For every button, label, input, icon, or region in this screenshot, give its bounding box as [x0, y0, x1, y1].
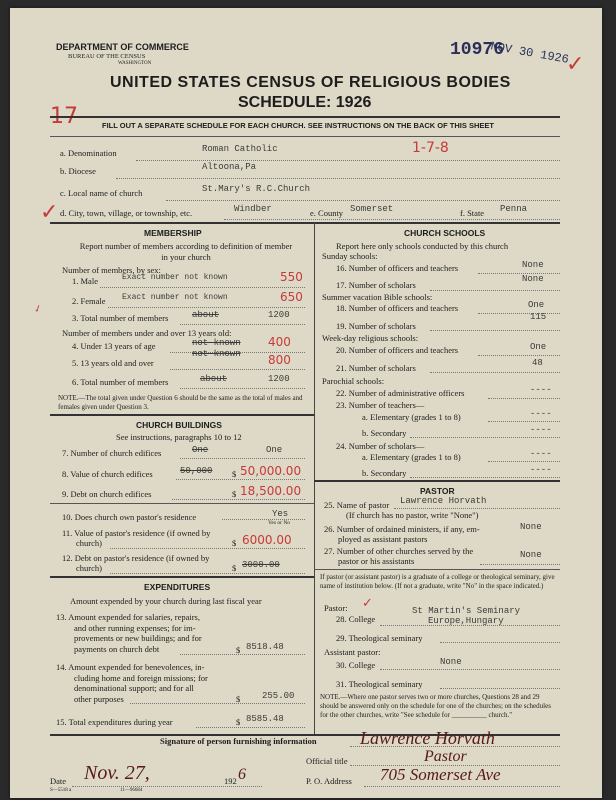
membership-title: MEMBERSHIP — [144, 228, 202, 238]
diocese-value: Altoona,Pa — [202, 162, 257, 172]
q10-value: Yes — [272, 509, 289, 519]
year-value: 6 — [238, 766, 246, 783]
schools-title: CHURCH SCHOOLS — [404, 228, 486, 238]
q8-label: 8. Value of church edifices — [62, 469, 153, 479]
total6-qualifier: about — [200, 374, 228, 384]
over13-label: 5. 13 years old and over — [72, 358, 154, 368]
q24a-label: a. Elementary (grades 1 to 8) — [362, 452, 461, 462]
bureau-label: BUREAU OF THE CENSUS — [68, 53, 146, 60]
q28-label: 28. College — [336, 614, 376, 624]
signature-label: Signature of person furnishing information — [160, 736, 317, 746]
q21-value: 48 — [532, 358, 543, 368]
address-value: 705 Somerset Ave — [380, 765, 501, 784]
q12-label: 12. Debt on pastor's residence (if owned by — [62, 553, 210, 563]
q13-value: 8518.48 — [246, 642, 284, 652]
ages-label: Number of members under and over 13 years old: — [62, 328, 232, 338]
q11-value: 6000.00 — [242, 533, 292, 547]
expenditures-subtitle: Amount expended by your church during last fiscal year — [70, 596, 262, 606]
date-value: Nov. 27, — [84, 762, 150, 784]
weekday-schools-label: Week-day religious schools: — [322, 333, 419, 343]
under13-label: 4. Under 13 years of age — [72, 341, 156, 351]
male-label: 1. Male — [72, 276, 98, 286]
margin-check-icon: ✓ — [40, 200, 59, 225]
total6-value: 1200 — [268, 374, 290, 384]
q23a-value: ---- — [530, 409, 552, 419]
margin-note-icon: ✓ — [32, 302, 45, 317]
city-town-value: Windber — [234, 204, 272, 214]
denomination-value: Roman Catholic — [202, 144, 278, 154]
membership-intro: Report number of members according to definition of member in your church — [79, 241, 293, 262]
q28-mark: ✓ — [362, 596, 373, 611]
schools-intro: Report here only schools conducted by this church — [336, 241, 509, 251]
denomination-code: 1-7-8 — [412, 140, 449, 156]
form-instruction: FILL OUT A SEPARATE SCHEDULE FOR EACH CHURCH. SEE INSTRUCTIONS ON THE BACK OF THIS SHEET — [102, 121, 494, 130]
q25-value: Lawrence Horvath — [400, 496, 487, 506]
q16-value: None — [522, 260, 544, 270]
assistant-pastor-label: Assistant pastor: — [324, 647, 381, 657]
q18-label: 18. Number of officers and teachers — [336, 303, 459, 313]
q11-label2: church) — [76, 538, 102, 548]
form-subtitle: SCHEDULE: 1926 — [238, 94, 372, 111]
q7-struck: One — [192, 445, 209, 455]
q17-value: None — [522, 274, 544, 284]
q15-value: 8585.48 — [246, 714, 284, 724]
male-count-handwritten: 550 — [280, 270, 303, 284]
q30-label: 30. College — [336, 660, 376, 670]
q31-label: 31. Theological seminary — [336, 679, 423, 689]
county-label: e. County — [310, 208, 344, 218]
q28-value2: Europe,Hungary — [428, 616, 504, 626]
q12-value: 3000.00 — [242, 560, 280, 570]
q9-value: 18,500.00 — [240, 484, 302, 498]
q17-label: 17. Number of scholars — [336, 280, 416, 290]
date-label: Date — [50, 776, 67, 786]
received-stamp: NOV 30 1926 — [489, 39, 570, 67]
q24b-label: b. Secondary — [362, 468, 407, 478]
female-label: 2. Female — [72, 296, 106, 306]
q10-label: 10. Does church own pastor's residence — [62, 512, 197, 522]
q23b-label: b. Secondary — [362, 428, 407, 438]
q24-label: 24. Number of scholars— — [336, 441, 425, 451]
total-members-label: 3. Total number of members — [72, 313, 169, 323]
q24a-value: ---- — [530, 449, 552, 459]
official-title-label: Official title — [306, 756, 348, 766]
q20-label: 20. Number of officers and teachers — [336, 345, 459, 355]
q8-struck: 50,000 — [180, 466, 213, 476]
check-mark-icon: ✓ — [566, 52, 585, 77]
q15-label: 15. Total expenditures during year — [56, 717, 173, 727]
print-number: 11—96684 — [120, 788, 143, 793]
q10-hint: Yes or No — [268, 520, 291, 526]
total-members-qualifier: about — [192, 310, 220, 320]
q20-value: One — [530, 342, 547, 352]
stamp-number: 10976 — [450, 40, 505, 60]
form-number: S—5518 a — [50, 788, 72, 793]
q24b-value: ---- — [530, 465, 552, 475]
q7-label: 7. Number of church edifices — [62, 448, 162, 458]
q14-value: 255.00 — [262, 691, 295, 701]
q13-label: 13. Amount expended for salaries, repairs, and other running expenses; for im- provements or new buildings; and for payments on church debt — [56, 612, 202, 654]
female-count-handwritten: 650 — [280, 290, 303, 304]
q27-value: None — [520, 550, 542, 560]
q26-label: 26. Number of ordained ministers, if any, em- ployed as assistant pastors — [324, 524, 480, 544]
local-name-label: c. Local name of church — [60, 188, 143, 198]
q16-label: 16. Number of officers and teachers — [336, 263, 459, 273]
signature-value: Lawrence Horvath — [360, 728, 495, 748]
q21-label: 21. Number of scholars — [336, 363, 416, 373]
sunday-schools-label: Sunday schools: — [322, 251, 378, 261]
q14-label: 14. Amount expended for benevolences, in- cluding home and foreign missions; for denominational support; and for all other purposes — [56, 662, 208, 704]
q25-label: 25. Name of pastor — [324, 500, 390, 510]
department-label: DEPARTMENT OF COMMERCE — [56, 42, 189, 52]
q23b-value: ---- — [530, 425, 552, 435]
expenditures-title: EXPENDITURES — [144, 582, 211, 592]
pastor-note: NOTE.—Where one pastor serves two or more churches, Questions 28 and 29 should be answered only on the schedule for one of the churches; on the schedules for the other churches, write "See schedule for __________ church." — [320, 693, 551, 719]
graduate-instruction: If pastor (or assistant pastor) is a graduate of a college or theological seminary, give name of institution below. (If not a graduate, write "No" in the space indicated.) — [320, 573, 555, 590]
parochial-schools-label: Parochial schools: — [322, 376, 385, 386]
q18-value: One — [528, 300, 545, 310]
q27-label: 27. Number of other churches served by the pastor or his assistants — [324, 546, 474, 566]
buildings-subtitle: See instructions, paragraphs 10 to 12 — [116, 432, 242, 442]
city-label: WASHINGTON — [118, 61, 152, 66]
male-value: Exact number not known — [122, 273, 228, 282]
q30-value: None — [440, 657, 462, 667]
q25-sub: (If church has no pastor, write "None") — [346, 510, 479, 520]
pastor-title: PASTOR — [420, 486, 455, 496]
q23a-label: a. Elementary (grades 1 to 8) — [362, 412, 461, 422]
total6-label: 6. Total number of members — [72, 377, 169, 387]
margin-mark: 17 — [50, 104, 78, 129]
official-title-value: Pastor — [424, 748, 467, 765]
members-by-sex-label: Number of members, by sex: — [62, 265, 161, 275]
q8-value: 50,000.00 — [240, 464, 302, 478]
q23-label: 23. Number of teachers— — [336, 400, 425, 410]
state-value: Penna — [500, 204, 528, 214]
buildings-title: CHURCH BUILDINGS — [136, 420, 222, 430]
q12-label2: church) — [76, 563, 102, 573]
pastor-sublabel: Pastor: — [324, 603, 348, 613]
diocese-label: b. Diocese — [60, 166, 96, 176]
census-schedule-sheet: DEPARTMENT OF COMMERCE BUREAU OF THE CENSUS WASHINGTON 10976 NOV 30 1926 ✓ UNITED STATES CENSUS OF RELIGIOUS BODIES SCHEDULE: 1926 17 FILL OUT A SEPARATE SCHEDULE FOR EACH CHURCH. SEE INSTRUCTIONS ON THE BACK OF THIS SHEET a. Denomination Roman Catholic 1-7-8 b. Diocese Altoona,Pa c. Local name of church St.Mary's R.C.Church d. City, town, village, or township, etc. Windber e. County Somerset f. State Penna ✓ MEMBERSHIP Report number of members according to definition of member in your church Number of members, by sex: 1. Male Exact number not known 550 2. Female Exact number not known 650 ✓ 3. Total number of members about 1200 Number of members under and over 13 years old: 4. Under 13 years of age not known 400 5. 13 years old and over not known 800 6. Total number of members about 1200 NOTE.—The total given under Question 6 should be the same as the total of males and females given under Question 3. CHURCH BUILDINGS See instructions, paragraphs 10 to 12 7. Number of church edifices One One 8. Value of church edifices 50,000 $ 50,000.00 9. Debt on church edifices $ 18,500.00 10. Does church own pastor's residence Yes Yes or No 11. Value of pastor's residence (if owned by church) $ 6000.00 12. Debt on pastor's residence (if owned by church) $ 3000.00 EXPENDITURES Amount expended by your church during last fiscal year 13. Amount expended for salaries, repairs, and other running expenses; for im- provements or new buildings; and for payments on church debt $ 8518.48 14. Amount expended for benevolences, in- cluding home and foreign missions; for denominational support; and for all other purposes $ 255.00 15. Total expenditures during year $ 8585.48 CHURCH SCHOOLS Report here only schools conducted by this church Sunday schools: 16. Number of officers and teachers None 17. Number of scholars None Summer vacation Bible schools: 18. Number of officers and teachers One 115 19. Number of scholars Week-day religious schools: 20. Number of officers and teachers One 21. Number of scholars 48 Parochial schools: 22. Number of administrative officers ---- 23. Number of teachers— a. Elementary (grades 1 to 8) ---- b. Secondary ---- 24. Number of scholars— a. Elementary (grades 1 to 8) ---- b. Secondary ---- PASTOR 25. Name of pastor Lawrence Horvath (If church has no pastor, write "None") 26. Number of ordained ministers, if any, em- ployed as assistant pastors None 27. Number of other churches served by the pastor or his assistants None If pastor (or assistant pastor) is a graduate of a college or theological seminary, give name of institution below. (If not a graduate, write "No" in the space indicated.) Pastor: ✓ 28. College St Martin's Seminary Europe,Hungary 29. Theological seminary Assistant pastor: 30. College None 31. Theological seminary NOTE.—Where one pastor serves two or more churches, Questions 28 and 29 should be answered only on the schedule for one of the churches; on the schedules for the other churches, write "See schedule for __________ church." Signature of person furnishing information Lawrence Horvath Official title Pastor Date Nov. 27, 192 6 P. O. Address 705 Somerset Ave S—5518 a 11—96684 — [10, 8, 602, 798]
q26-value: None — [520, 522, 542, 532]
state-label: f. State — [460, 208, 485, 218]
q9-label: 9. Debt on church edifices — [62, 489, 152, 499]
q29-label: 29. Theological seminary — [336, 633, 423, 643]
over13-value: not known — [192, 349, 241, 359]
membership-note: NOTE.—The total given under Question 6 should be the same as the total of males and females given under Question 3. — [58, 394, 303, 411]
q19-value: 115 — [530, 312, 547, 322]
form-title: UNITED STATES CENSUS OF RELIGIOUS BODIES — [110, 74, 511, 91]
year-prefix: 192 — [224, 776, 237, 786]
denomination-label: a. Denomination — [60, 148, 117, 158]
county-value: Somerset — [350, 204, 394, 214]
q19-label: 19. Number of scholars — [336, 321, 416, 331]
city-town-label: d. City, town, village, or township, etc. — [60, 208, 193, 218]
under13-value: not known — [192, 338, 241, 348]
local-name-value: St.Mary's R.C.Church — [202, 184, 311, 194]
q22-value: ---- — [530, 385, 552, 395]
address-label: P. O. Address — [306, 776, 352, 786]
q28-value: St Martin's Seminary — [412, 606, 521, 616]
q22-label: 22. Number of administrative officers — [336, 388, 465, 398]
q11-label: 11. Value of pastor's residence (if owned by — [62, 528, 211, 538]
summer-schools-label: Summer vacation Bible schools: — [322, 292, 433, 302]
over13-handwritten: 800 — [268, 353, 291, 367]
total-members-value: 1200 — [268, 310, 290, 320]
under13-handwritten: 400 — [268, 335, 291, 349]
q7-value: One — [266, 445, 283, 455]
female-value: Exact number not known — [122, 293, 228, 302]
